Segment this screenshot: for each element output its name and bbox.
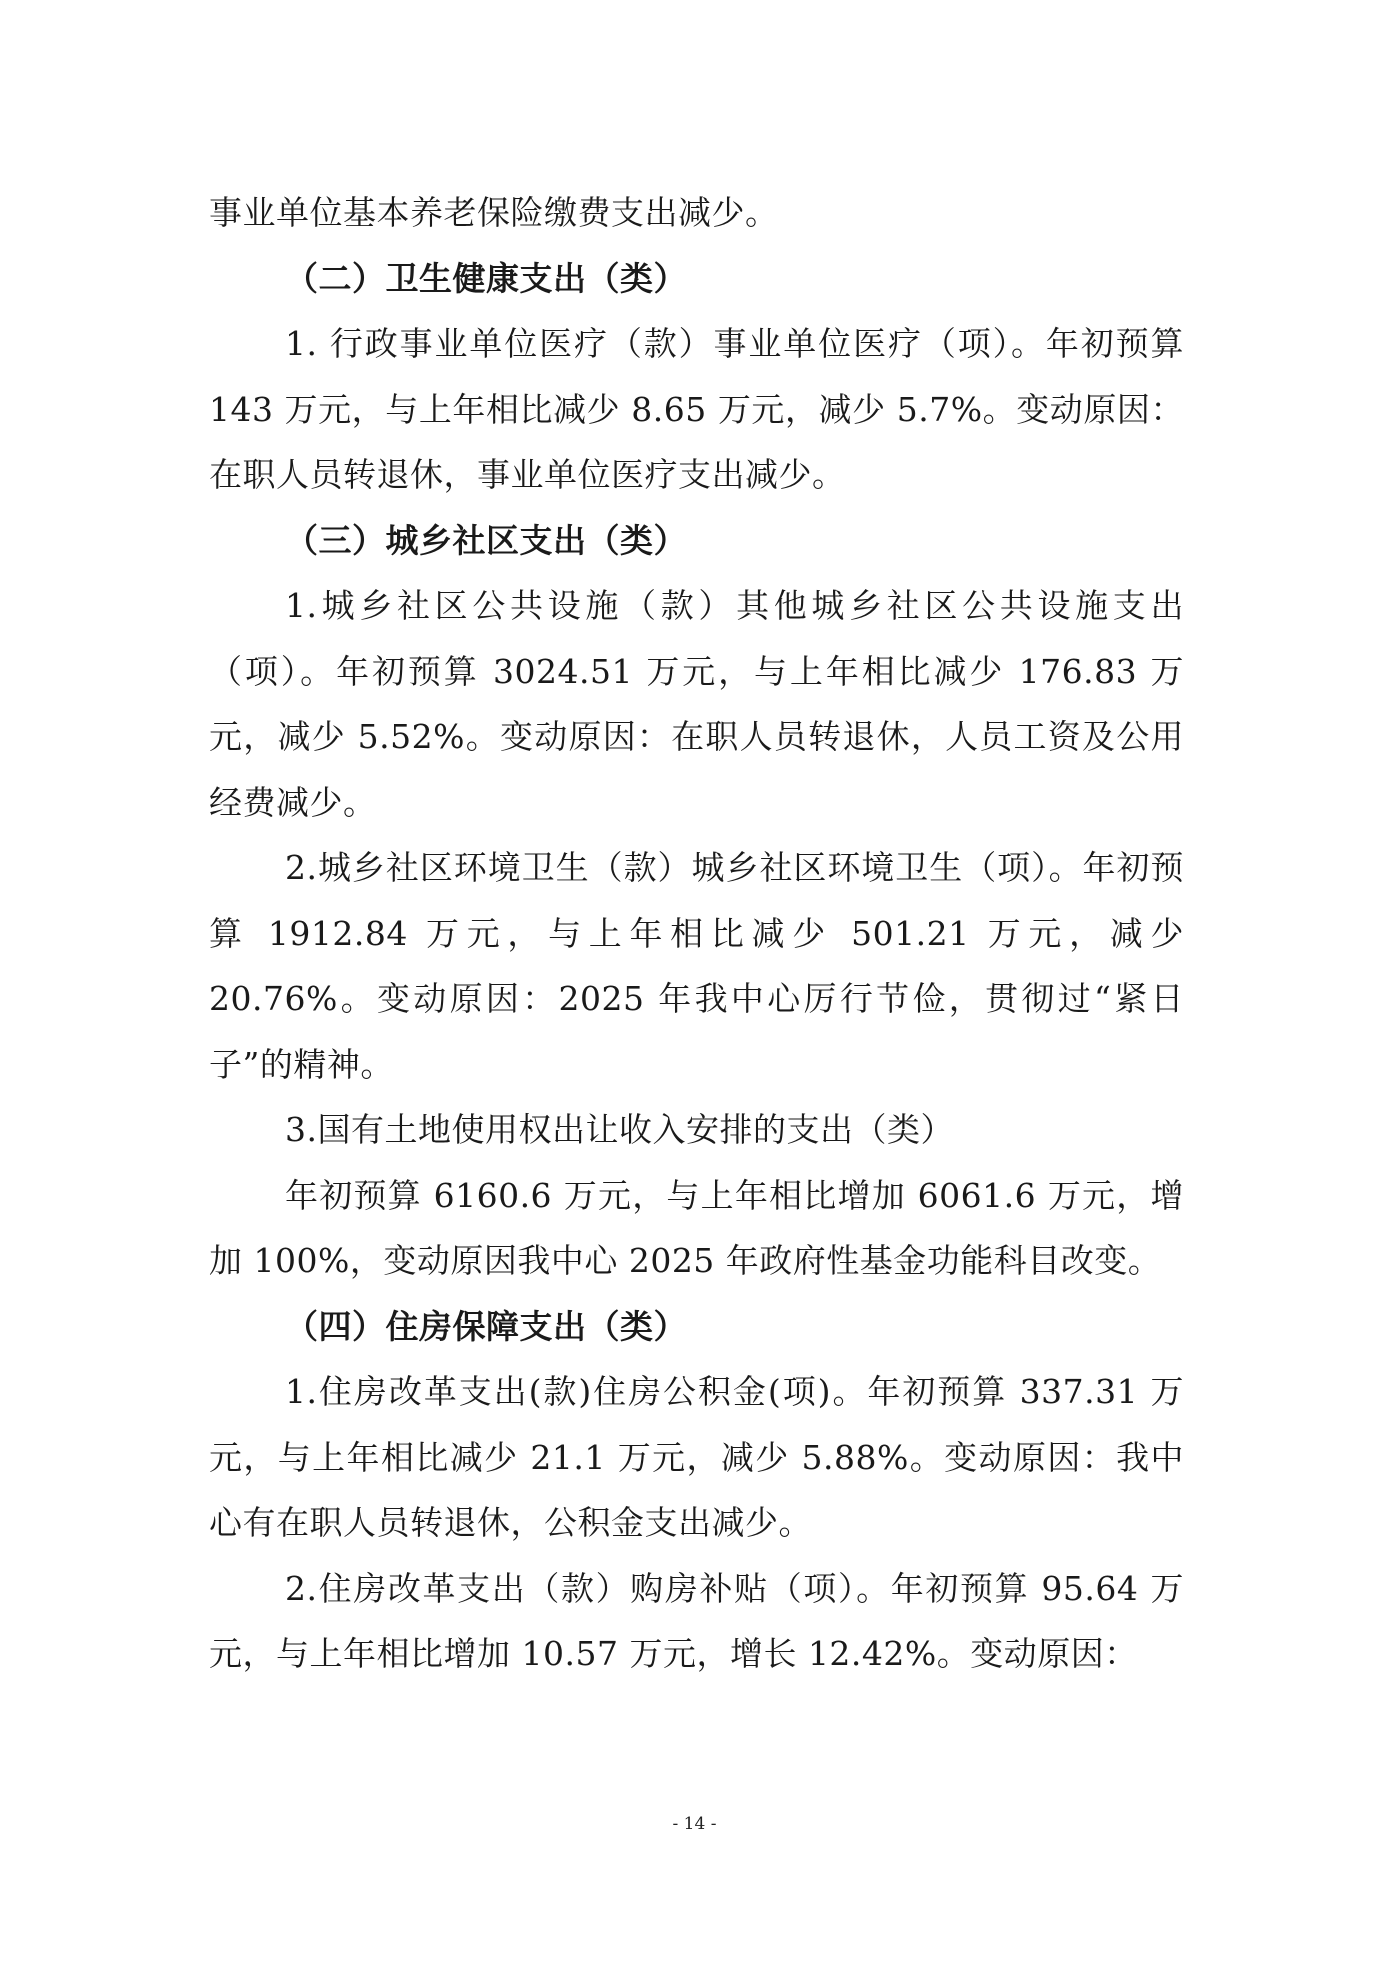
section-heading-urban-rural: （三）城乡社区支出（类） (285, 520, 687, 560)
paragraph-environmental-sanitation: 2.城乡社区环境卫生（款）城乡社区环境卫生（项）。年初预算 1912.84 万元，与上年相比减少 501.21 万元，减少 20.76%。变动原因：2025 年我中心厉行节俭，贯彻过“紧日子”的精神。 (209, 848, 1184, 1084)
paragraph-1: 事业单位基本养老保险缴费支出减少。 (209, 193, 779, 232)
paragraph-public-facilities: 1.城乡社区公共设施（款）其他城乡社区公共设施支出（项）。年初预算 3024.51 万元，与上年相比减少 176.83 万元，减少 5.52%。变动原因：在职人员转退休，人员工资及公用经费减少。 (209, 586, 1184, 822)
document-body (209, 180, 1184, 1687)
paragraph-housing-fund: 1.住房改革支出(款)住房公积金(项)。年初预算 337.31 万元，与上年相比减少 21.1 万元，减少 5.88%。变动原因：我中心有在职人员转退休，公积金支出减少。 (209, 1372, 1184, 1542)
paragraph-health-medical: 1. 行政事业单位医疗（款）事业单位医疗（项）。年初预算 143 万元，与上年相比减少 8.65 万元，减少 5.7%。变动原因：在职人员转退休，事业单位医疗支出减少。 (209, 324, 1184, 494)
paragraph-housing-subsidy: 2.住房改革支出（款）购房补贴（项）。年初预算 95.64 万元，与上年相比增加 10.57 万元，增长 12.42%。变动原因： (209, 1568, 1184, 1673)
paragraph-land-use-heading: 3.国有土地使用权出让收入安排的支出（类） (285, 1110, 954, 1149)
section-heading-health: （二）卫生健康支出（类） (285, 258, 687, 298)
paragraph-land-use-budget: 年初预算 6160.6 万元，与上年相比增加 6061.6 万元，增加 100%，变动原因我中心 2025 年政府性基金功能科目改变。 (209, 1175, 1184, 1280)
page-number: - 14 - (672, 1814, 717, 1834)
section-heading-housing: （四）住房保障支出（类） (285, 1306, 687, 1346)
